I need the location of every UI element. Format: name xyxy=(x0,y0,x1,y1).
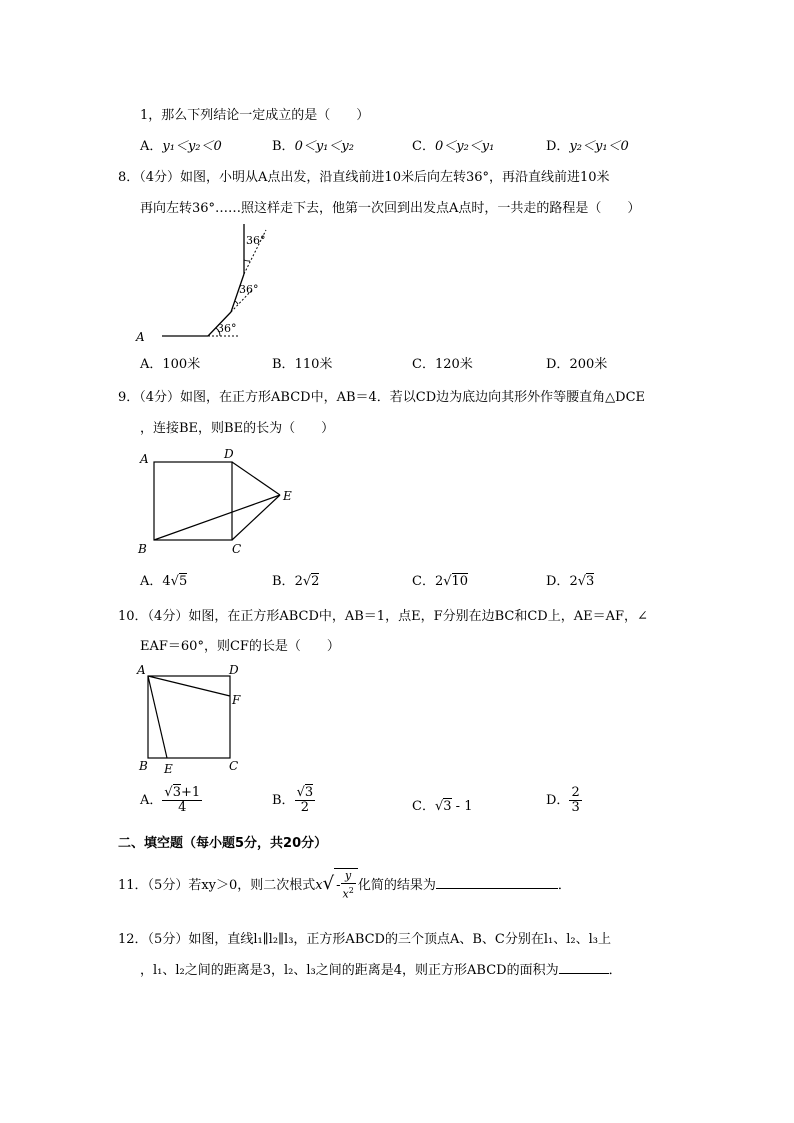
q10-stem-line2: EAF＝60°，则CF的长是（ ） xyxy=(140,639,340,654)
q10-option-c[interactable]: C．√3 - 1 xyxy=(412,799,473,814)
q7-stem-tail: 1，那么下列结论一定成立的是（ ） xyxy=(140,108,370,123)
q11-stem: 11．（5分）若xy＞0，则二次根式x√ - $\frac{y}{x^2}$ 化简的结果为 ． xyxy=(118,869,571,901)
q12-stem-line2: ，l₁、l₂之间的距离是3，l₂、l₃之间的距离是4，则正方形ABCD的面积为 ． xyxy=(140,963,622,978)
sqrt-sign: √3 xyxy=(434,799,452,814)
q9-stem-line1: 9．（4分）如图，在正方形ABCD中，AB＝4．若以CD边为底边向其形外作等腰直角△DCE xyxy=(118,390,646,405)
sqrt-sign: √2 xyxy=(302,574,320,589)
q9-label-d: D xyxy=(224,447,234,461)
q10-segment-ae xyxy=(148,676,167,758)
q9-square xyxy=(154,462,232,540)
q10-label-f: F xyxy=(232,693,241,707)
q8-option-b[interactable]: B．110米 xyxy=(272,357,333,372)
q9-stem-line2: ，连接BE，则BE的长为（ ） xyxy=(140,421,335,436)
q8-figure xyxy=(130,222,280,344)
q10-label-d: D xyxy=(229,663,239,677)
q10-label-b: B xyxy=(139,759,148,773)
q8-stem-line1: 8．（4分）如图，小明从A点出发，沿直线前进10米后向左转36°，再沿直线前进10米 xyxy=(118,170,610,185)
q9-edge-de xyxy=(232,462,280,495)
sqrt-sign: √10 xyxy=(443,574,469,589)
q10-label-c: C xyxy=(229,759,239,773)
q12-stem-line1: 12．（5分）如图，直线l₁∥l₂∥l₃，正方形ABCD的三个顶点A、B、C分别在l₁、l₂、l₃上 xyxy=(118,932,611,947)
q8-angle-label3: 36° xyxy=(246,234,266,247)
sqrt-sign: √ xyxy=(322,872,335,894)
q10-option-d[interactable]: D． $\frac{2}{3}$ xyxy=(546,785,580,815)
q7-option-a[interactable]: A．y₁＜y₂＜0 xyxy=(140,139,222,154)
q9-figure xyxy=(134,444,304,558)
fraction: $\frac{y}{x^2}$ xyxy=(342,869,354,901)
q9-option-d[interactable]: D．2√3 xyxy=(546,574,595,589)
q8-angle-label1: 36° xyxy=(217,322,237,335)
q10-stem-line1: 10．（4分）如图，在正方形ABCD中，AB＝1，点E，F分别在边BC和CD上，AE＝AF，∠ xyxy=(118,609,648,624)
q10-option-a[interactable]: A． $\frac{√3+1}{4}$ xyxy=(140,785,201,815)
section-heading-fill-in: 二、填空题（每小题5分，共20分） xyxy=(118,836,328,851)
q9-label-b: B xyxy=(138,542,147,556)
q9-segment-be xyxy=(154,495,280,540)
q7-option-c[interactable]: C．0＜y₂＜y₁ xyxy=(412,139,495,154)
q8-angle-arc3 xyxy=(244,260,250,261)
q12-answer-blank[interactable] xyxy=(559,961,609,974)
fraction: $\frac{2}{3}$ xyxy=(571,785,580,815)
q10-label-e: E xyxy=(164,762,173,776)
fraction: $\frac{√3}{2}$ xyxy=(296,785,314,815)
q11-radicand: - $\frac{y}{x^2}$ xyxy=(334,868,358,902)
q8-angle-arc2 xyxy=(235,301,238,304)
q10-segment-af xyxy=(148,676,230,696)
q8-angle-label2: 36° xyxy=(239,283,259,296)
q9-option-a[interactable]: A．4√5 xyxy=(140,574,188,589)
q8-stem-line2: 再向左转36°……照这样走下去，他第一次回到出发点A点时，一共走的路程是（ ） xyxy=(140,201,641,216)
q10-option-b[interactable]: B． $\frac{√3}{2}$ xyxy=(272,785,314,815)
q9-option-c[interactable]: C．2√10 xyxy=(412,574,469,589)
q9-option-b[interactable]: B．2√2 xyxy=(272,574,320,589)
q10-figure xyxy=(134,662,254,778)
q10-square xyxy=(148,676,230,758)
sqrt-sign: √3 xyxy=(577,574,595,589)
q10-label-a: A xyxy=(137,663,146,677)
q9-label-e: E xyxy=(283,489,292,503)
q7-option-d[interactable]: D．y₂＜y₁＜0 xyxy=(546,139,629,154)
sqrt-sign: √5 xyxy=(170,574,188,589)
fraction: $\frac{√3+1}{4}$ xyxy=(164,785,201,815)
q9-label-a: A xyxy=(140,452,149,466)
q8-option-c[interactable]: C．120米 xyxy=(412,357,473,372)
q8-option-d[interactable]: D．200米 xyxy=(546,357,608,372)
q9-label-c: C xyxy=(232,542,242,556)
q7-option-b[interactable]: B．0＜y₁＜y₂ xyxy=(272,139,354,154)
q9-edge-ce xyxy=(232,495,280,540)
q8-label-a: A xyxy=(136,330,145,344)
q8-option-a[interactable]: A．100米 xyxy=(140,357,201,372)
q11-answer-blank[interactable] xyxy=(436,876,558,889)
